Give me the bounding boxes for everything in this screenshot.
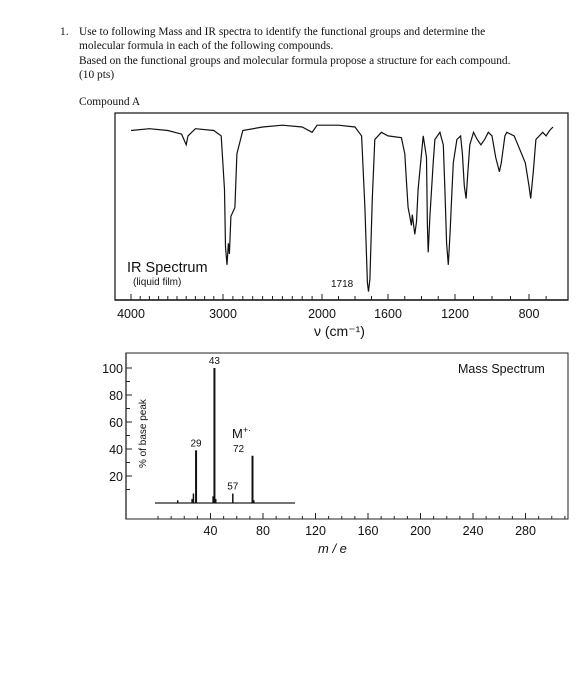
ir-subtitle: (liquid film) <box>133 277 182 288</box>
ms-x-tick-label: 240 <box>462 524 484 538</box>
ir-x-axis-label: ν (cm⁻¹) <box>314 323 365 339</box>
ms-x-tick-label: 40 <box>203 524 218 538</box>
ms-peak-label: 57 <box>227 481 239 493</box>
ms-y-axis-label: % of base peak <box>138 399 149 468</box>
ir-x-tick-label: 4000 <box>117 307 145 321</box>
compound-label: Compound A <box>79 96 141 108</box>
ir-x-tick-label: 1200 <box>441 307 469 321</box>
ms-x-tick-label: 200 <box>410 524 431 538</box>
ms-x-axis-label: m / e <box>318 541 347 556</box>
ir-x-tick-label: 800 <box>518 307 540 321</box>
ms-title: Mass Spectrum <box>458 362 545 376</box>
ms-y-tick-label: 20 <box>109 470 123 484</box>
ms-x-tick-label: 280 <box>515 524 536 538</box>
question-line-4: (10 pts) <box>79 69 115 81</box>
ms-y-tick-label: 80 <box>109 389 123 403</box>
ms-plot-frame <box>126 353 568 519</box>
ms-molecular-ion-mz: 72 <box>233 444 245 455</box>
ir-x-tick-label: 1600 <box>374 307 402 321</box>
question-number: 1. <box>60 26 69 38</box>
question-line-2: molecular formula in each of the following compounds. <box>79 40 334 52</box>
ms-x-tick-label: 80 <box>256 524 270 538</box>
ms-x-tick-label: 160 <box>357 524 379 538</box>
ms-x-tick-label: 120 <box>305 524 326 538</box>
ms-molecular-ion-label: M+· <box>232 425 252 441</box>
question-line-3: Based on the functional groups and molecular formula propose a structure for each compound. <box>79 55 511 67</box>
ms-molecular-ion-charge: +· <box>242 425 252 435</box>
ms-y-tick-label: 40 <box>109 443 123 457</box>
ir-peak-annotation: 1718 <box>331 279 354 290</box>
ir-x-tick-label: 2000 <box>308 307 336 321</box>
ms-y-tick-label: 60 <box>109 416 123 430</box>
question-line-1: Use to following Mass and IR spectra to identify the functional groups and determine the <box>79 26 486 38</box>
ir-x-tick-label: 3000 <box>209 307 237 321</box>
ms-peak-label: 29 <box>190 438 202 450</box>
ir-title: IR Spectrum <box>127 260 208 276</box>
ms-y-tick-label: 100 <box>102 362 123 376</box>
ms-peak-label: 43 <box>208 356 220 367</box>
